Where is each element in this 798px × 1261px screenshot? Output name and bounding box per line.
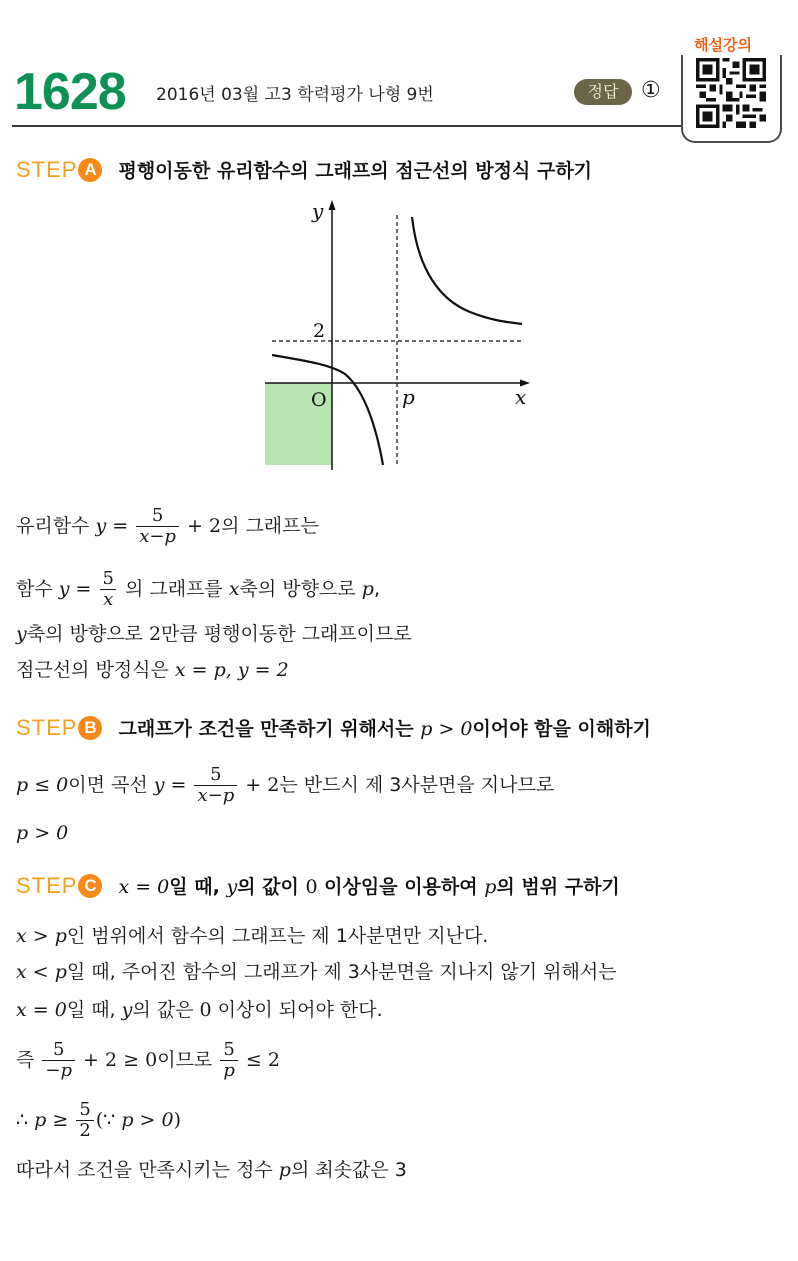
text: 이상임을 이용하여 xyxy=(317,876,485,898)
math: = xyxy=(164,774,193,796)
numerator: 5 xyxy=(79,1099,91,1120)
math: x xyxy=(228,578,240,600)
math: ≤ 2 xyxy=(239,1049,280,1071)
step-c-line-4 xyxy=(16,1040,280,1081)
math: y xyxy=(153,774,165,796)
numerator: 5 xyxy=(210,764,222,785)
step-c-line-1 xyxy=(16,922,488,950)
math: 0 xyxy=(305,876,318,898)
step-c-line-2 xyxy=(16,958,617,986)
text: 의 범위 구하기 xyxy=(496,876,620,898)
text: 의 그래프를 xyxy=(118,578,229,600)
denominator: −p xyxy=(42,1060,75,1081)
text: 이상이 되어야 한다. xyxy=(211,999,383,1021)
denominator: p xyxy=(220,1060,238,1081)
math: y xyxy=(16,623,27,645)
math: + 2 ≥ 0 xyxy=(77,1049,158,1071)
math: + 2 xyxy=(180,515,222,537)
text: 그래프가 조건을 만족하기 위해서는 xyxy=(118,718,421,740)
math: y xyxy=(121,999,133,1021)
math: x = p, y = 2 xyxy=(174,659,289,681)
text: 의 그래프는 xyxy=(221,515,319,537)
answer-badge: 정답 xyxy=(574,79,632,105)
fraction xyxy=(136,506,179,547)
numerator: 5 xyxy=(102,568,114,589)
math: p xyxy=(361,578,374,600)
text: 만큼 평행이동한 그래프이므로 xyxy=(161,623,412,645)
step-b-line-2 xyxy=(16,819,68,847)
y-axis-label: y xyxy=(312,199,324,223)
text: 이면 곡선 xyxy=(68,774,154,796)
problem-source: 2016년 03월 고3 학력평가 나형 9번 xyxy=(156,85,434,105)
fraction xyxy=(76,1100,93,1141)
denominator: x−p xyxy=(136,526,179,547)
math: (∵ xyxy=(95,1109,122,1131)
math: p xyxy=(484,876,497,898)
step-c-line-5 xyxy=(16,1100,181,1141)
text: 의 최솟값은 3 xyxy=(290,1159,407,1181)
lecture-qr-code[interactable] xyxy=(681,55,782,143)
math: y xyxy=(58,578,70,600)
text: 의 값이 xyxy=(237,876,306,898)
denominator: 2 xyxy=(76,1120,93,1141)
math: p xyxy=(278,1159,291,1181)
numerator: 5 xyxy=(151,505,164,526)
math: = xyxy=(106,515,135,537)
text: 이므로 xyxy=(157,1049,219,1071)
denominator: x−p xyxy=(194,785,237,806)
step-b-heading xyxy=(16,714,651,741)
curve-upper-branch xyxy=(412,217,522,324)
math: ≥ xyxy=(46,1109,75,1131)
step-a-title: 평행이동한 유리함수의 그래프의 점근선의 방정식 구하기 xyxy=(118,160,593,182)
step-label: STEP xyxy=(16,714,78,740)
p-label: p xyxy=(402,385,415,409)
text: 의 값은 xyxy=(132,999,200,1021)
text: 축의 방향으로 xyxy=(26,623,149,645)
math: ∴ xyxy=(16,1109,35,1131)
step-b-title xyxy=(118,714,650,741)
step-c-title xyxy=(118,872,619,899)
step-b-line-1 xyxy=(16,765,554,806)
origin-label: O xyxy=(311,389,327,411)
step-a-line-4 xyxy=(16,656,289,684)
text: 유리함수 xyxy=(16,515,96,537)
math: x = 0 xyxy=(118,876,170,898)
math: p > 0 xyxy=(420,718,473,740)
math: y xyxy=(95,515,107,537)
math: x < p xyxy=(16,961,67,983)
answer-value: ① xyxy=(641,78,661,103)
math: p ≤ 0 xyxy=(16,774,69,796)
math: x = 0 xyxy=(16,999,67,1021)
text: 따라서 조건을 만족시키는 정수 xyxy=(16,1159,279,1181)
text: 축의 방향으로 xyxy=(239,578,362,600)
numerator: 5 xyxy=(223,1039,235,1060)
problem-number: 1628 xyxy=(14,63,126,121)
rational-function-graph xyxy=(250,190,540,480)
text: 일 때, 주어진 함수의 그래프가 제 3사분면을 지나지 않기 위해서는 xyxy=(66,961,617,983)
step-letter-a: A xyxy=(78,158,102,182)
step-a-line-1 xyxy=(16,506,319,547)
fraction xyxy=(194,765,237,806)
text: 이어야 함을 이해하기 xyxy=(472,718,651,740)
numerator: 5 xyxy=(52,1039,65,1060)
text: 즉 xyxy=(16,1049,41,1071)
step-label: STEP xyxy=(16,156,78,182)
header-divider xyxy=(12,125,684,127)
step-letter-c: C xyxy=(78,874,102,898)
math: p xyxy=(34,1109,47,1131)
math: y xyxy=(226,876,238,898)
math: p > 0 xyxy=(121,1109,174,1131)
text: 일 때, xyxy=(169,876,227,898)
text: 점근선의 방정식은 xyxy=(16,659,175,681)
math: = xyxy=(69,578,98,600)
fraction xyxy=(220,1040,238,1081)
step-c-heading xyxy=(16,872,620,899)
math: ) xyxy=(173,1109,181,1131)
text: 일 때, xyxy=(66,999,122,1021)
step-label: STEP xyxy=(16,872,78,898)
step-c-line-3 xyxy=(16,996,383,1024)
fraction xyxy=(42,1040,75,1081)
math: + 2 xyxy=(239,774,280,796)
math: 2 xyxy=(148,623,162,645)
math: p > 0 xyxy=(16,822,69,844)
fraction xyxy=(99,569,116,610)
step-a-line-2 xyxy=(16,569,380,610)
step-a-line-3 xyxy=(16,620,412,648)
asymptote-2-label: 2 xyxy=(313,320,326,342)
math: x > p xyxy=(16,925,67,947)
step-a-heading xyxy=(16,156,592,183)
math: 0 xyxy=(199,999,212,1021)
text: 함수 xyxy=(16,578,59,600)
y-axis-arrow-icon xyxy=(329,200,336,210)
text: 인 범위에서 함수의 그래프는 제 1사분면만 지난다. xyxy=(66,925,489,947)
denominator: x xyxy=(100,589,116,610)
qr-code-icon xyxy=(696,58,766,128)
step-c-conclusion xyxy=(16,1156,407,1184)
x-axis-label: x xyxy=(515,385,527,409)
lecture-qr-label: 해설강의 xyxy=(694,36,752,54)
step-letter-b: B xyxy=(78,716,102,740)
text: 는 반드시 제 3사분면을 지나므로 xyxy=(279,774,555,796)
text: , xyxy=(373,578,380,600)
